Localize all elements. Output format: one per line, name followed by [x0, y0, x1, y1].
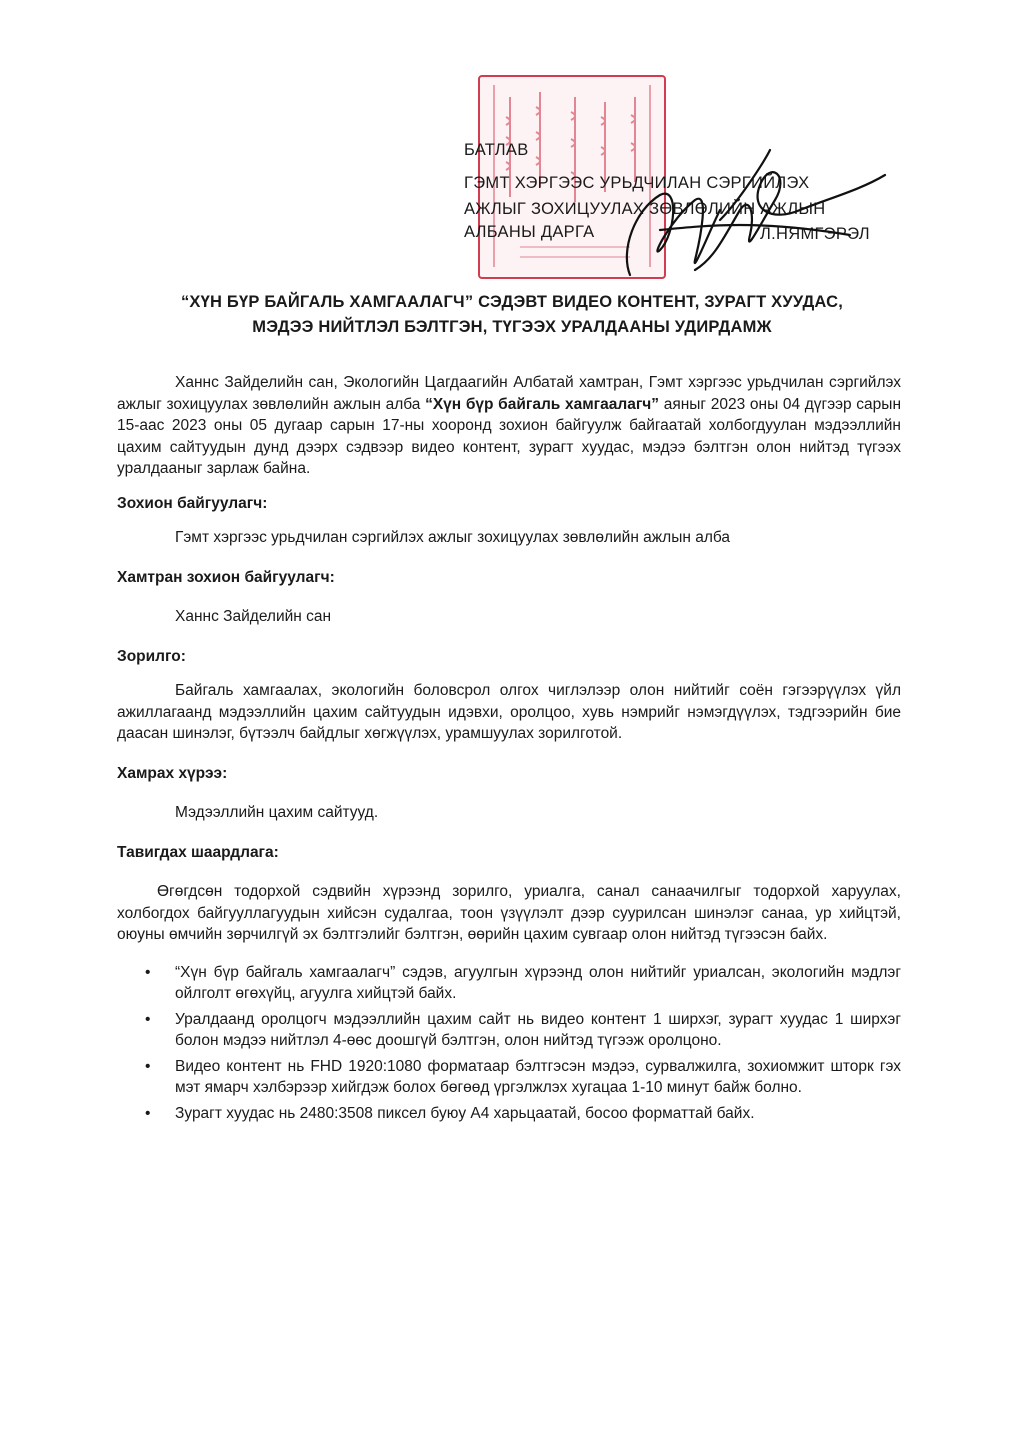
intro-text-1: Ханнс Зайделийн сан, Экологийн Цагдаагийн Албатай хамтран, Гэмт хэргээс урьдчилан сэргийлэх ажлыг зохицуулах зөвлөлийн ажлын алба: [117, 374, 901, 413]
campaign-name: “Хүн бүр байгаль хамгаалагч”: [425, 395, 660, 413]
goal-text: Байгаль хамгаалах, экологийн боловсрол олгох чиглэлээр олон нийтийг соён гэгээрүүлэх үйл ажиллагаанд мэдээллийн цахим сайтуудын идэвхи, оролцоо, хувь нэмрийг нэмэгдүүлэх, тэдгээрийн бие даасан шинэлэг, бүтээлч байдлыг хөгжүүлэх, урамшуулах зорилготой.: [117, 682, 901, 742]
co-organizer-heading: Хамтран зохион байгуулагч:: [117, 568, 335, 586]
list-item: [117, 1009, 901, 1052]
signature-icon: [600, 140, 890, 290]
bullet-icon: •: [145, 963, 151, 981]
organizer-heading: Зохион байгуулагч:: [117, 494, 268, 512]
document-title: [100, 290, 924, 340]
list-item-text: Зурагт хуудас нь 2480:3508 пиксел буюу А4 харьцаатай, босоо форматтай байх.: [175, 1104, 755, 1122]
title-line-1: “ХҮН БҮР БАЙГАЛЬ ХАМГААЛАГЧ” СЭДЭВТ ВИДЕО КОНТЕНТ, ЗУРАГТ ХУУДАС,: [180, 293, 844, 311]
organizer-text: Гэмт хэргээс урьдчилан сэргийлэх ажлыг зохицуулах зөвлөлийн ажлын алба: [175, 529, 731, 546]
co-organizer-text: Ханнс Зайделийн сан: [175, 608, 332, 625]
bullet-icon: •: [145, 1010, 151, 1028]
list-item-text: Уралдаанд оролцогч мэдээллийн цахим сайт нь видео контент 1 ширхэг, зурагт хуудас 1 ширхэг болон мэдээ нийтлэл 4-өөс доошгүй бэлтгэн, олон нийтэд түгээж оролцоно.: [175, 1010, 901, 1049]
goal-heading: Зорилго:: [117, 647, 186, 665]
intro-paragraph: [117, 372, 901, 480]
list-item: [117, 962, 901, 1005]
list-item: [117, 1056, 901, 1099]
bullet-icon: •: [145, 1057, 151, 1075]
scope-heading: Хамрах хүрээ:: [117, 764, 228, 782]
list-item: [117, 1103, 901, 1125]
approver-name: Л.НЯМГЭРЭЛ: [760, 225, 870, 243]
approval-position-line-2: АЖЛЫГ ЗОХИЦУУЛАХ ЗӨВЛӨЛИЙН АЖЛЫН: [464, 200, 826, 218]
title-line-2: МЭДЭЭ НИЙТЛЭЛ БЭЛТГЭН, ТҮГЭЭХ УРАЛДААНЫ УДИРДАМЖ: [252, 318, 772, 336]
approval-position-line-1: ГЭМТ ХЭРГЭЭС УРЬДЧИЛАН СЭРГИЙЛЭХ: [464, 174, 810, 192]
requirements-text: Өгөгдсөн тодорхой сэдвийн хүрээнд зорилго, уриалга, санал санаачилгыг тодорхой харуулах, холбогдох байгууллагуудын хийсэн судалгаа, тоон үзүүлэлт дээр суурилсан шинэлэг санаа, ур хийцтэй, оюуны өмчийн зөрчилгүй эх бэлтгэлийг бэлтгэн, өөрийн цахим сувгаар олон нийтэд түгээсэн байх.: [117, 883, 901, 943]
approval-position-line-3: АЛБАНЫ ДАРГА: [464, 223, 595, 241]
list-item-text: “Хүн бүр байгаль хамгаалагч” сэдэв, агуулгын хүрээнд олон нийтийг уриалсан, экологийн мэдлэг ойлголт өгөхүйц, агуулга хийцтэй байх.: [175, 963, 901, 1002]
list-item-text: Видео контент нь FHD 1920:1080 форматаар бэлтгэсэн мэдээ, сурвалжилга, зохиомжит шторк гэх мэт ямарч хэлбэрээр хийгдэж болох бөгөөд үргэлжлэх хугацаа 1-10 минут байж болно.: [175, 1057, 901, 1096]
requirements-list: [117, 962, 901, 1125]
scope-text: Мэдээллийн цахим сайтууд.: [175, 804, 379, 821]
intro-text-2: аяныг 2023 оны 04 дүгээр сарын 15-аас 2023 оны 05 дугаар сарын 17-ны хооронд зохион байгуулж байгаатай холбогдуулан мэдээллийн цахим сайтуудын дунд дээрх сэдвээр видео контент, зурагт хуудас, мэдээ бэлтгэн олон нийтэд түгээх уралдааныг зарлаж байна.: [117, 395, 901, 477]
document-body: [117, 372, 901, 1128]
bullet-icon: •: [145, 1104, 151, 1122]
requirements-heading: Тавигдах шаардлага:: [117, 843, 279, 861]
approval-title: БАТЛАВ: [464, 141, 529, 159]
